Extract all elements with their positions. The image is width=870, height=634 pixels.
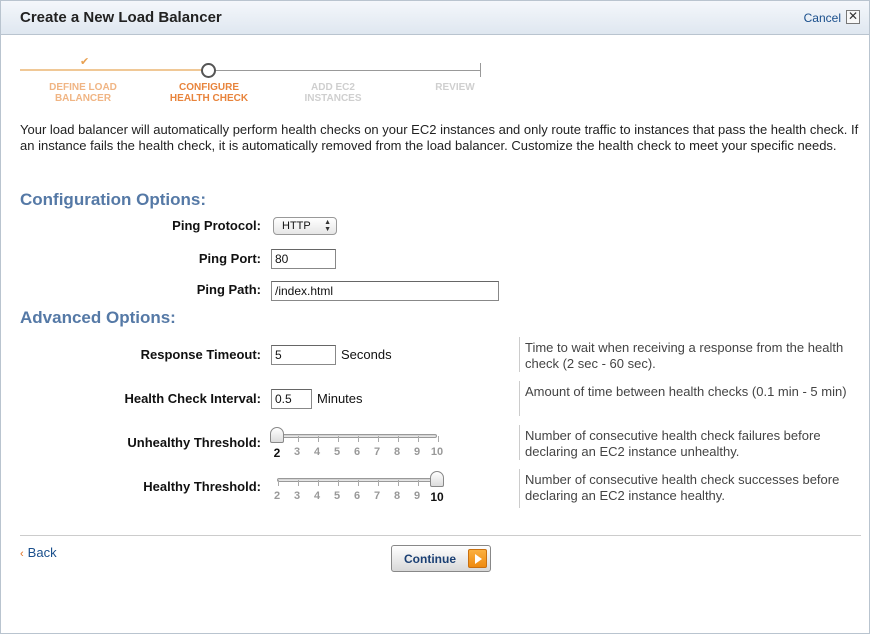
wizard-stepper <box>1 53 870 113</box>
timeout-help-text: Time to wait when receiving a response from the health check (2 sec - 60 sec). <box>525 340 844 371</box>
slider-tick <box>358 436 359 442</box>
slider-tick <box>278 480 279 486</box>
step-define-load-balancer: DEFINE LOAD BALANCER <box>49 82 117 104</box>
slider-scale-label: 9 <box>413 490 421 502</box>
ping-path-label: Ping Path: <box>196 282 261 297</box>
chevron-left-icon: ‹ <box>20 548 24 560</box>
current-step-marker <box>201 63 216 78</box>
slider-tick <box>378 436 379 442</box>
slider-scale-label: 6 <box>353 446 361 458</box>
slider-thumb[interactable] <box>270 427 284 443</box>
slider-tick <box>298 480 299 486</box>
slider-scale-label: 8 <box>393 446 401 458</box>
cancel-link[interactable]: Cancel <box>803 11 841 25</box>
help-divider <box>519 381 520 416</box>
ping-port-input[interactable] <box>271 249 336 269</box>
advanced-options-heading: Advanced Options: <box>20 308 176 327</box>
progress-line-end <box>480 63 481 77</box>
slider-tick <box>298 436 299 442</box>
slider-scale-label: 10 <box>430 446 444 458</box>
slider-track[interactable] <box>277 434 437 438</box>
slider-scale-label: 5 <box>333 446 341 458</box>
response-timeout-input[interactable] <box>271 345 336 365</box>
dialog-header <box>1 1 869 35</box>
health-check-interval-label: Health Check Interval: <box>124 391 261 406</box>
checkmark-icon: ✔ <box>80 56 90 68</box>
unhealthy-threshold-label: Unhealthy Threshold: <box>127 435 261 450</box>
timeout-unit: Seconds <box>341 347 392 362</box>
ping-port-label: Ping Port: <box>198 251 261 266</box>
slider-tick <box>378 480 379 486</box>
slider-scale-label: 7 <box>373 490 381 502</box>
healthy-threshold-slider[interactable] <box>271 469 447 509</box>
help-divider <box>519 337 520 372</box>
ping-protocol-label: Ping Protocol: <box>172 218 261 233</box>
slider-track[interactable] <box>277 478 437 482</box>
slider-tick <box>438 436 439 442</box>
slider-scale-label: 5 <box>333 490 341 502</box>
slider-scale-label: 3 <box>293 446 301 458</box>
interval-unit: Minutes <box>317 391 363 406</box>
play-arrow-icon <box>468 549 487 568</box>
slider-tick <box>318 436 319 442</box>
footer-divider <box>20 535 861 536</box>
slider-scale-label: 2 <box>273 490 281 502</box>
progress-line-done <box>20 69 201 71</box>
help-divider <box>519 469 520 508</box>
slider-scale-label: 7 <box>373 446 381 458</box>
slider-scale-label: 8 <box>393 490 401 502</box>
slider-scale-label: 9 <box>413 446 421 458</box>
slider-tick <box>398 480 399 486</box>
slider-tick <box>418 480 419 486</box>
slider-scale-label: 2 <box>273 446 281 460</box>
slider-tick <box>338 436 339 442</box>
unhealthy-threshold-slider[interactable] <box>271 425 447 465</box>
slider-scale-label: 4 <box>313 446 321 458</box>
slider-scale-label: 6 <box>353 490 361 502</box>
healthy-threshold-label: Healthy Threshold: <box>143 479 261 494</box>
slider-scale-label: 10 <box>430 490 444 504</box>
slider-scale-label: 4 <box>313 490 321 502</box>
configuration-options-heading: Configuration Options: <box>20 190 207 209</box>
unhealthy-help-text: Number of consecutive health check failures before declaring an EC2 instance unhealthy. <box>525 428 821 459</box>
slider-tick <box>338 480 339 486</box>
intro-text: Your load balancer will automatically perform health checks on your EC2 instances and only route traffic to instances that pass the health check. If an instance fails the health check, it is automatically removed from the load balancer. Customize the health check to meet your specific needs. <box>20 122 859 153</box>
slider-tick <box>398 436 399 442</box>
back-label: Back <box>27 545 57 560</box>
dialog-title: Create a New Load Balancer <box>20 9 222 26</box>
healthy-help-text: Number of consecutive health check successes before declaring an EC2 instance healthy. <box>525 472 840 503</box>
slider-tick <box>318 480 319 486</box>
interval-help-text: Amount of time between health checks (0.1 min - 5 min) <box>525 384 847 399</box>
ping-protocol-value: HTTP <box>282 220 311 232</box>
step-add-ec2-instances: ADD EC2 INSTANCES <box>304 82 362 104</box>
slider-tick <box>358 480 359 486</box>
progress-line-pending <box>215 70 481 71</box>
ping-path-input[interactable] <box>271 281 499 301</box>
back-link[interactable] <box>20 545 57 560</box>
help-divider <box>519 425 520 460</box>
slider-thumb[interactable] <box>430 471 444 487</box>
response-timeout-label: Response Timeout: <box>140 347 261 362</box>
slider-scale <box>271 490 447 504</box>
select-arrows-icon: ▲ ▼ <box>324 219 331 233</box>
step-review: REVIEW <box>435 82 475 93</box>
step-configure-health-check: CONFIGURE HEALTH CHECK <box>169 82 249 104</box>
slider-scale <box>271 446 447 460</box>
slider-tick <box>418 436 419 442</box>
close-icon[interactable]: ✕ <box>847 9 859 23</box>
slider-scale-label: 3 <box>293 490 301 502</box>
health-check-interval-input[interactable] <box>271 389 312 409</box>
continue-button[interactable] <box>391 545 491 572</box>
ping-protocol-select[interactable] <box>273 217 337 235</box>
continue-label: Continue <box>404 552 456 566</box>
